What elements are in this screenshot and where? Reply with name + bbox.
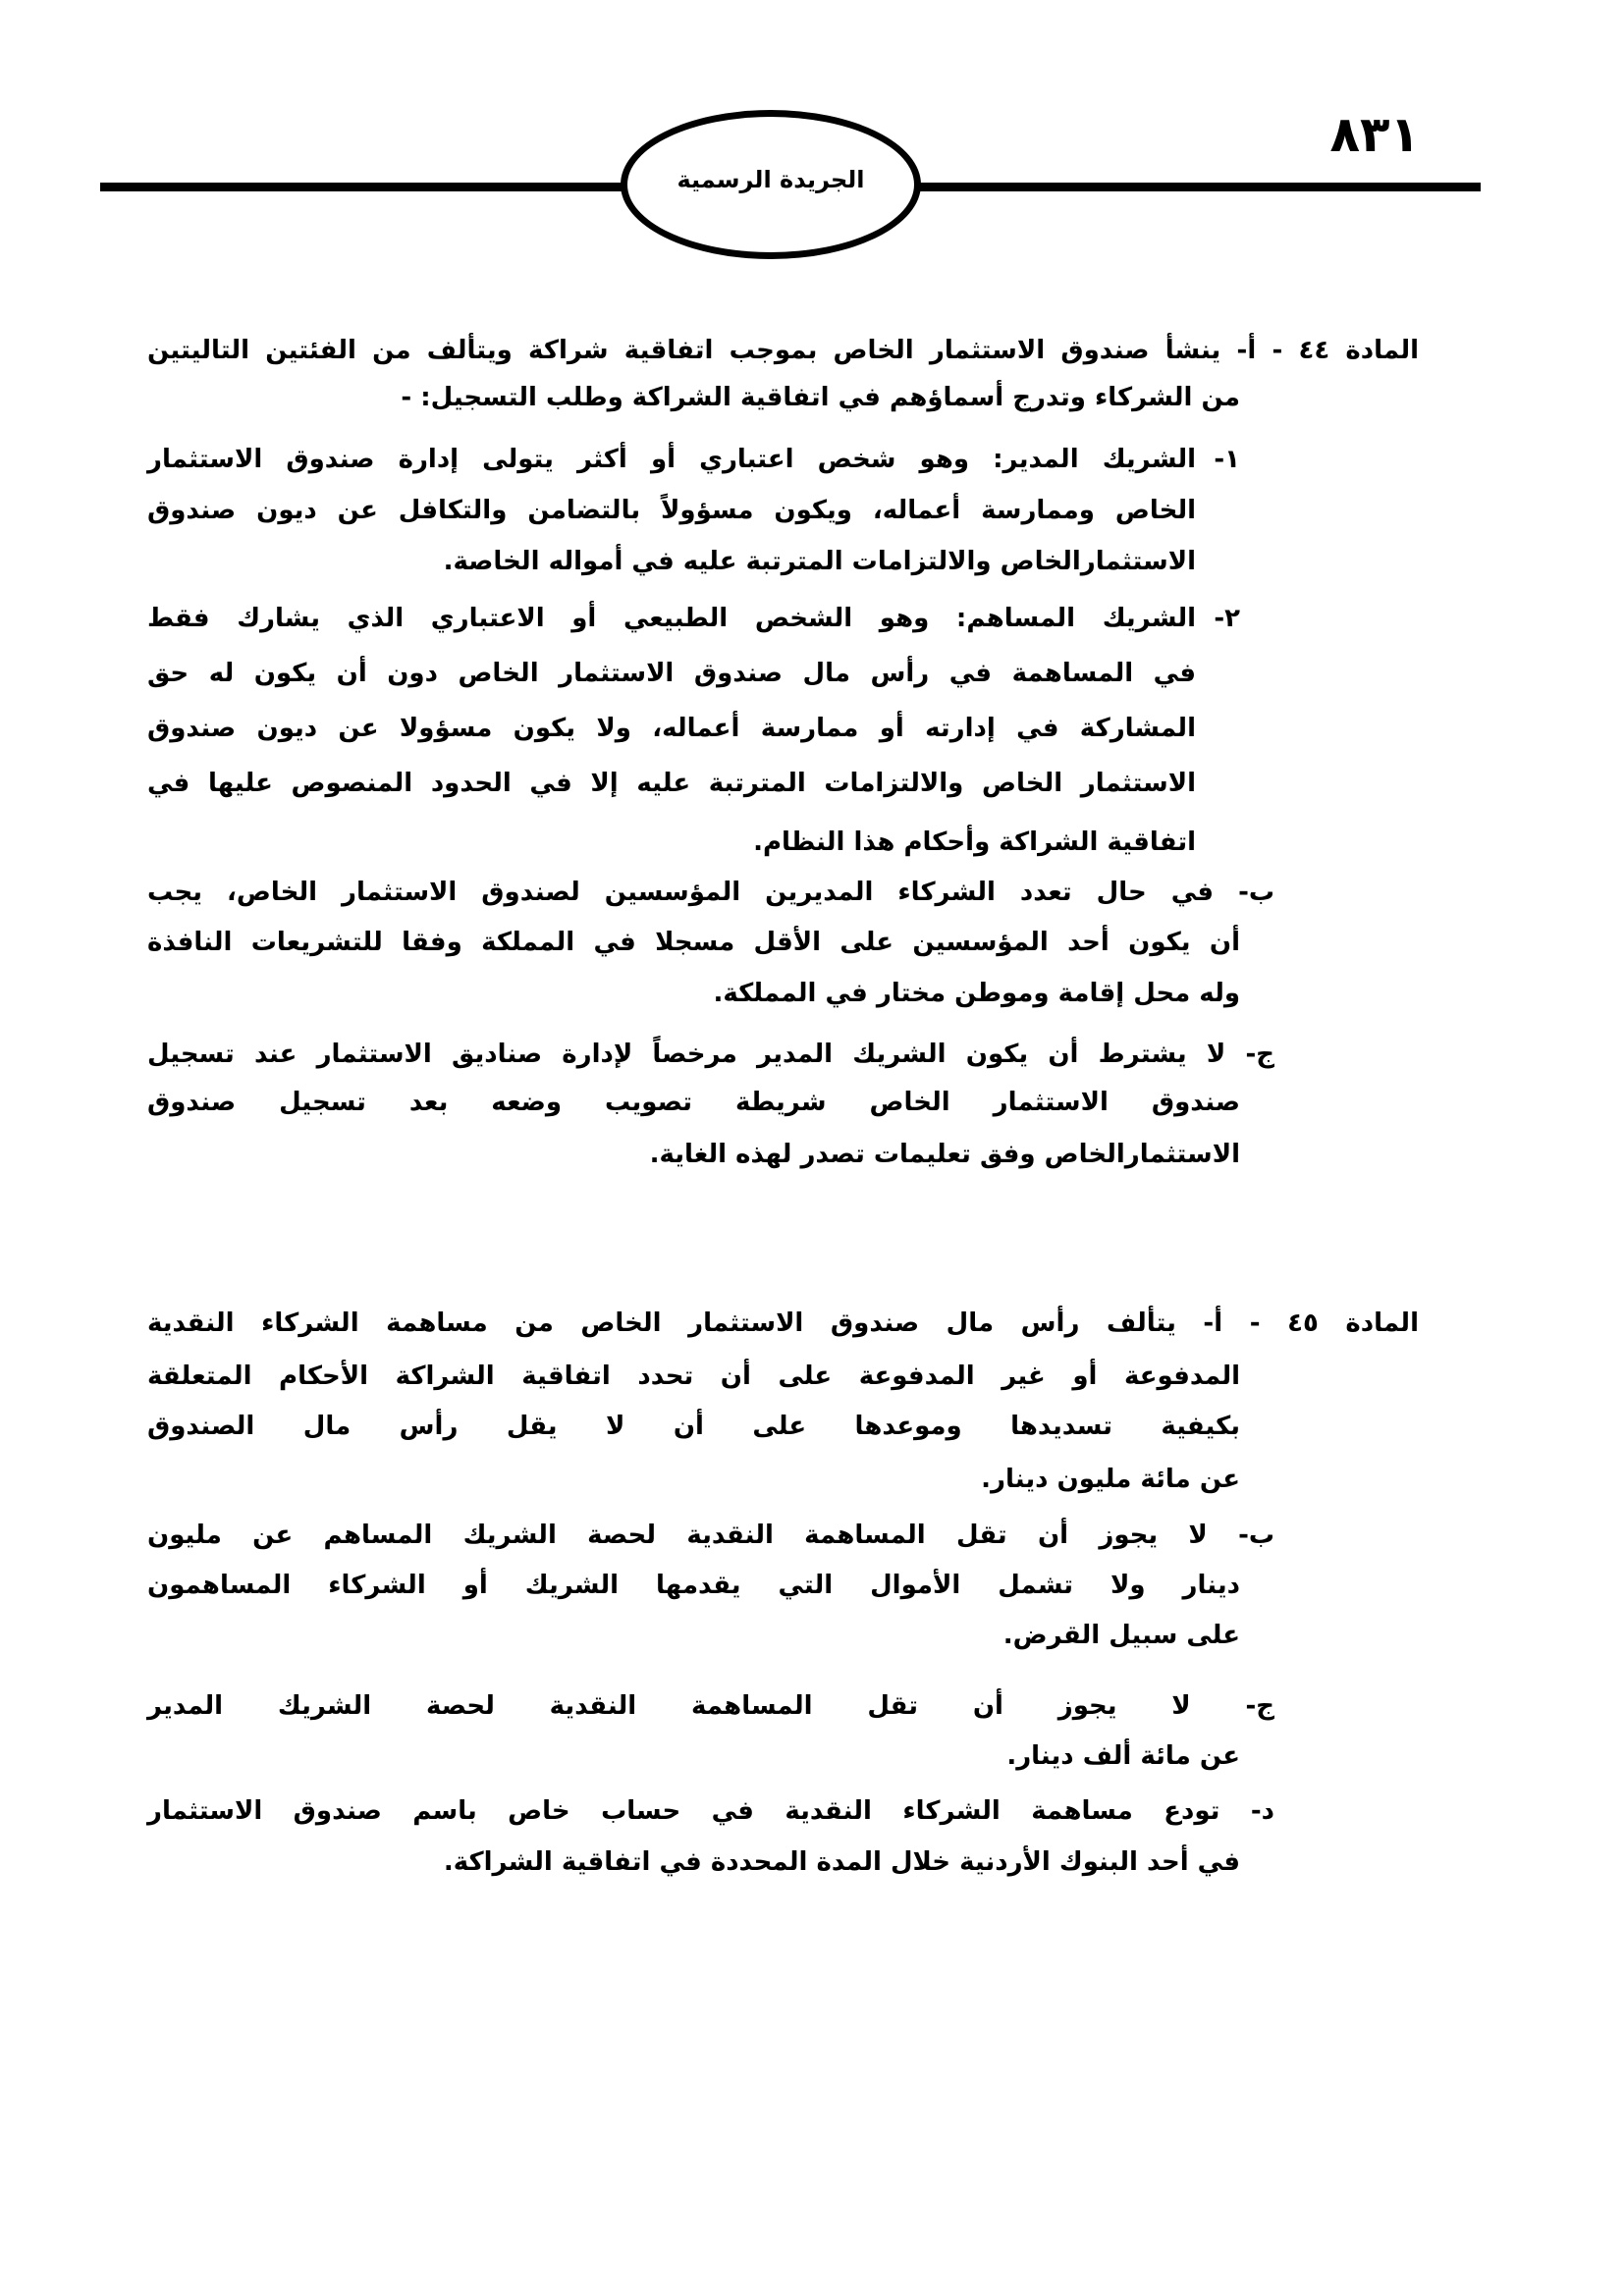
item-2-line: اتفاقية الشراكة وأحكام هذا النظام. bbox=[753, 828, 1196, 857]
item-2-label: ٢- bbox=[1214, 604, 1240, 633]
item-2-line: الشريك المساهم: وهو الشخص الطبيعي أو الاعتباري الذي يشارك فقط bbox=[147, 604, 1196, 633]
clause-a-line: المادة ٤٥ - أ- يتألف رأس مال صندوق الاستثمار الخاص من مساهمة الشركاء النقدية bbox=[147, 1308, 1419, 1338]
item-2-line: الاستثمار الخاص والالتزامات المترتبة عليه إلا في الحدود المنصوص عليها في bbox=[147, 769, 1196, 798]
clause-b-line: دينار ولا تشمل الأموال التي يقدمها الشريك أو الشركاء المساهمون bbox=[147, 1571, 1240, 1600]
item-1-line: الخاص وممارسة أعماله، ويكون مسؤولاً بالتضامن والتكافل عن ديون صندوق bbox=[147, 496, 1196, 525]
clause-a-line: عن مائة مليون دينار. bbox=[981, 1465, 1240, 1494]
item-1-line: الاستثمارالخاص والالتزامات المترتبة عليه في أمواله الخاصة. bbox=[443, 547, 1196, 576]
clause-a-line: بكيفية تسديدها وموعدها على أن لا يقل رأس مال الصندوق bbox=[147, 1412, 1240, 1441]
page-number: ٨٣١ bbox=[1329, 106, 1420, 163]
item-2-line: المشاركة في إدارته أو ممارسة أعماله، ولا يكون مسؤولا عن ديون صندوق bbox=[147, 714, 1196, 743]
clause-c-line: صندوق الاستثمار الخاص شريطة تصويب وضعه بعد تسجيل صندوق bbox=[147, 1088, 1240, 1117]
item-2-line: في المساهمة في رأس مال صندوق الاستثمار الخاص دون أن يكون له حق bbox=[147, 659, 1196, 688]
header-rule-right bbox=[917, 183, 1481, 191]
clause-c-line: عن مائة ألف دينار. bbox=[1006, 1741, 1240, 1771]
publication-title: الجريدة الرسمية bbox=[677, 166, 865, 193]
item-1-label: ١- bbox=[1214, 445, 1240, 474]
item-1-line: الشريك المدير: وهو شخص اعتباري أو أكثر يتولى إدارة صندوق الاستثمار bbox=[147, 445, 1196, 474]
clause-c-line: ج- لا يجوز أن تقل المساهمة النقدية لحصة الشريك المدير bbox=[147, 1691, 1274, 1721]
clause-b-line: على سبيل القرض. bbox=[1002, 1621, 1240, 1650]
article-44-line: المادة ٤٤ - أ- ينشأ صندوق الاستثمار الخاص بموجب اتفاقية شراكة ويتألف من الفئتين التاليتين bbox=[147, 336, 1419, 365]
clause-b-line: ب- لا يجوز أن تقل المساهمة النقدية لحصة الشريك المساهم عن مليون bbox=[147, 1521, 1274, 1550]
clause-c-line: ج- لا يشترط أن يكون الشريك المدير مرخصاً لإدارة صناديق الاستثمار عند تسجيل bbox=[147, 1040, 1274, 1069]
clause-d-line: د- تودع مساهمة الشركاء النقدية في حساب خاص باسم صندوق الاستثمار bbox=[147, 1796, 1274, 1826]
clause-b-line: ب- في حال تعدد الشركاء المديرين المؤسسين لصندوق الاستثمار الخاص، يجب bbox=[147, 878, 1274, 907]
clause-a-line: المدفوعة أو غير المدفوعة على أن تحدد اتفاقية الشراكة الأحكام المتعلقة bbox=[147, 1362, 1240, 1391]
header-rule-left bbox=[100, 183, 624, 191]
clause-b-line: وله محل إقامة وموطن مختار في المملكة. bbox=[713, 979, 1240, 1008]
clause-c-line: الاستثمارالخاص وفق تعليمات تصدر لهذه الغاية. bbox=[649, 1140, 1240, 1169]
article-44-line: من الشركاء وتدرج أسماؤهم في اتفاقية الشراكة وطلب التسجيل: - bbox=[401, 383, 1240, 412]
header-oval bbox=[621, 110, 921, 259]
clause-d-line: في أحد البنوك الأردنية خلال المدة المحددة في اتفاقية الشراكة. bbox=[443, 1847, 1240, 1877]
clause-b-line: أن يكون أحد المؤسسين على الأقل مسجلا في المملكة وفقا للتشريعات النافذة bbox=[147, 928, 1240, 957]
